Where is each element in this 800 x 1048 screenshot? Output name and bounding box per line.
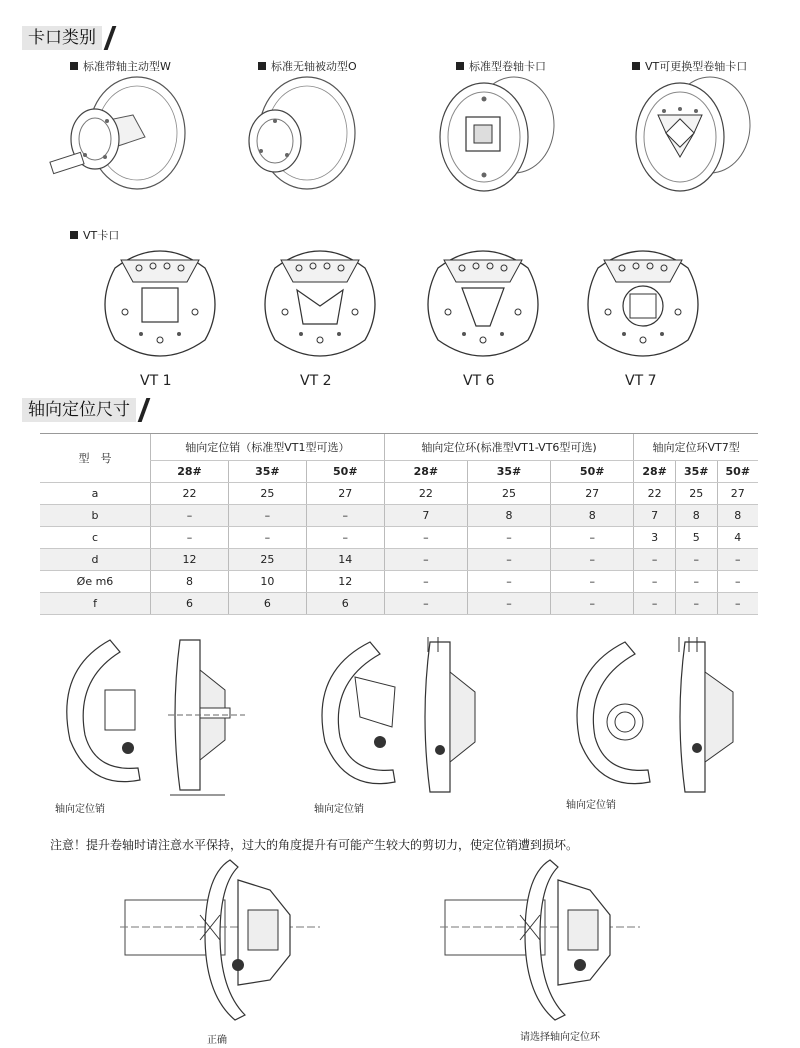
- table-row: c – – – – – – 3 5 4: [40, 527, 758, 549]
- diagram-caption: 轴向定位销: [55, 804, 105, 815]
- chuck-standard-drawing: [432, 75, 562, 195]
- group-header: 轴向定位销（标准型VT1型可选）: [151, 434, 385, 461]
- size-header: 35#: [228, 461, 306, 483]
- vt7-drawing: [578, 240, 708, 370]
- table-row: f 6 6 6 – – – – – –: [40, 593, 758, 615]
- warning-note: 注意！提升卷轴时请注意水平保持，过大的角度提升有可能产生较大的剪切力，使定位销遭到损坏。: [50, 838, 579, 852]
- group-header: 轴向定位环(标准型VT1-VT6型可选): [384, 434, 634, 461]
- vt6-label: VT 6: [463, 373, 495, 389]
- square-bullet-icon: [456, 62, 464, 70]
- table-row: a 22 25 27 22 25 27 22 25 27: [40, 483, 758, 505]
- chuck-w-drawing: [45, 75, 195, 195]
- table-row: d 12 25 14 – – – – – –: [40, 549, 758, 571]
- slash-decoration: [102, 26, 124, 50]
- slash-decoration: [136, 398, 158, 422]
- vt6-drawing: [418, 240, 548, 370]
- group-header: 轴向定位环VT7型: [634, 434, 758, 461]
- square-bullet-icon: [632, 62, 640, 70]
- size-header: 35#: [675, 461, 717, 483]
- section-header-chuck-types: [22, 26, 124, 50]
- row-label: c: [40, 527, 151, 549]
- diagram-caption: 轴向定位销: [566, 800, 616, 811]
- section-title: 轴向定位尺寸: [22, 398, 136, 422]
- row-label: b: [40, 505, 151, 527]
- diagram-caption: 轴向定位销: [314, 804, 364, 815]
- vt7-label: VT 7: [625, 373, 657, 389]
- axial-pin-diagram-1: [50, 630, 250, 800]
- caption-vt-replaceable: VT可更换型卷轴卡口: [632, 58, 747, 74]
- row-label: a: [40, 483, 151, 505]
- vt1-label: VT 1: [140, 373, 172, 389]
- row-label: Øe m6: [40, 571, 151, 593]
- dimension-table: [40, 433, 758, 615]
- square-bullet-icon: [70, 62, 78, 70]
- model-header: 型 号: [40, 434, 151, 483]
- caption-w-type: 标准带轴主动型W: [70, 58, 171, 74]
- axial-pin-diagram-2: [300, 632, 500, 802]
- size-header: 28#: [634, 461, 676, 483]
- size-header: 28#: [384, 461, 467, 483]
- correct-lift-diagram: [120, 855, 340, 1025]
- caption-o-type: 标准无轴被动型O: [258, 58, 357, 74]
- caption-correct: 正确: [207, 1035, 227, 1046]
- caption-standard-chuck: 标准型卷轴卡口: [456, 58, 546, 74]
- vt2-drawing: [255, 240, 385, 370]
- section-title: 卡口类别: [22, 26, 102, 50]
- vt2-label: VT 2: [300, 373, 332, 389]
- square-bullet-icon: [70, 231, 78, 239]
- axial-ring-diagram: [555, 632, 765, 802]
- ring-lift-diagram: [440, 855, 660, 1025]
- section-header-axial-positioning: [22, 398, 158, 422]
- caption-vt-chuck: VT卡口: [70, 227, 119, 243]
- size-header: 35#: [467, 461, 550, 483]
- chuck-vt-drawing: [628, 75, 758, 195]
- size-header: 50#: [306, 461, 384, 483]
- caption-choose-ring: 请选择轴向定位环: [520, 1032, 600, 1043]
- size-header: 50#: [717, 461, 758, 483]
- row-label: d: [40, 549, 151, 571]
- row-label: f: [40, 593, 151, 615]
- table-row: b – – – 7 8 8 7 8 8: [40, 505, 758, 527]
- chuck-o-drawing: [235, 75, 365, 195]
- table-row: Øe m6 8 10 12 – – – – – –: [40, 571, 758, 593]
- size-header: 28#: [151, 461, 229, 483]
- vt1-drawing: [95, 240, 225, 370]
- square-bullet-icon: [258, 62, 266, 70]
- size-header: 50#: [551, 461, 634, 483]
